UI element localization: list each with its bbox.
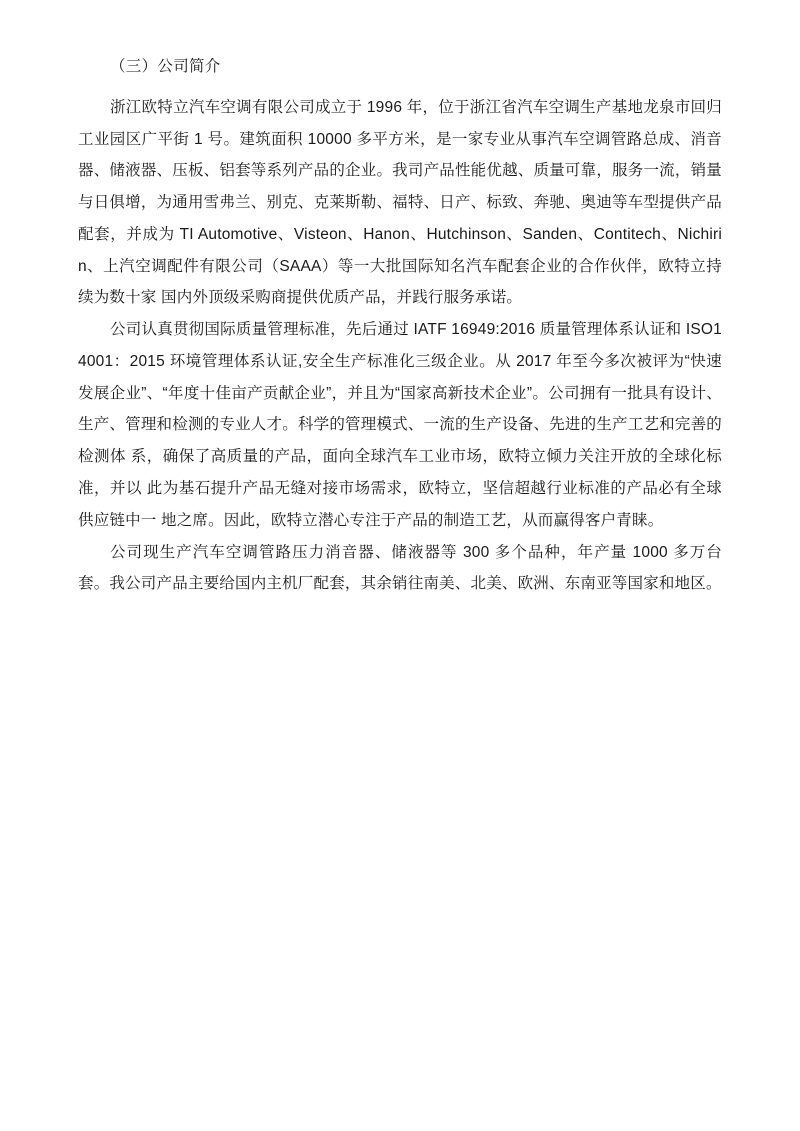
paragraph-company-overview: 浙江欧特立汽车空调有限公司成立于 1996 年，位于浙江省汽车空调生产基地龙泉市回归工业园区广平街 1 号。建筑面积 10000 多平方米，是一家专业从事汽车空调管路总成、消音器、储液器、压板、铝套等系列产品的企业。我司产品性能优越、质量可靠，服务一流，销量与日俱增，为通用雪弗兰、别克、克莱斯勒、福特、日产、标致、奔驰、奥迪等车型提供产品配套，并成为 TI Automotive、Visteon、Hanon、Hutchinson、Sanden、Contitech、Nichirin、上汽空调配件有限公司（SAAA）等一大批国际知名汽车配套企业的合作伙伴，欧特立持续为数十家 国内外顶级采购商提供优质产品，并践行服务承诺。 (78, 98, 722, 307)
paragraph-quality-standards: 公司认真贯彻国际质量管理标准，先后通过 IATF 16949:2016 质量管理体系认证和 ISO14001：2015 环境管理体系认证,安全生产标准化三级企业。从 2017 年至今多次被评为“快速发展企业”、“年度十佳亩产贡献企业”，并且为“国家高新技术企业”。公司拥有一批具有设计、生产、管理和检测的专业人才。科学的管理模式、一流的生产设备、先进的生产工艺和完善的检测体 系，确保了高质量的产品，面向全球汽车工业市场，欧特立倾力关注开放的全球化标准，并以 此为基石提升产品无缝对接市场需求，欧特立，坚信超越行业标准的产品必有全球供应链中一 地之席。因此，欧特立潜心专注于产品的制造工艺，从而赢得客户青睐。 (78, 321, 722, 529)
section-heading: （三）公司简介 (110, 58, 221, 75)
document-body (78, 55, 722, 600)
paragraph-products-markets: 公司现生产汽车空调管路压力消音器、储液器等 300 多个品种，年产量 1000 多万台套。我公司产品主要给国内主机厂配套，其余销往南美、北美、欧洲、东南亚等国家和地区。 (78, 543, 722, 593)
